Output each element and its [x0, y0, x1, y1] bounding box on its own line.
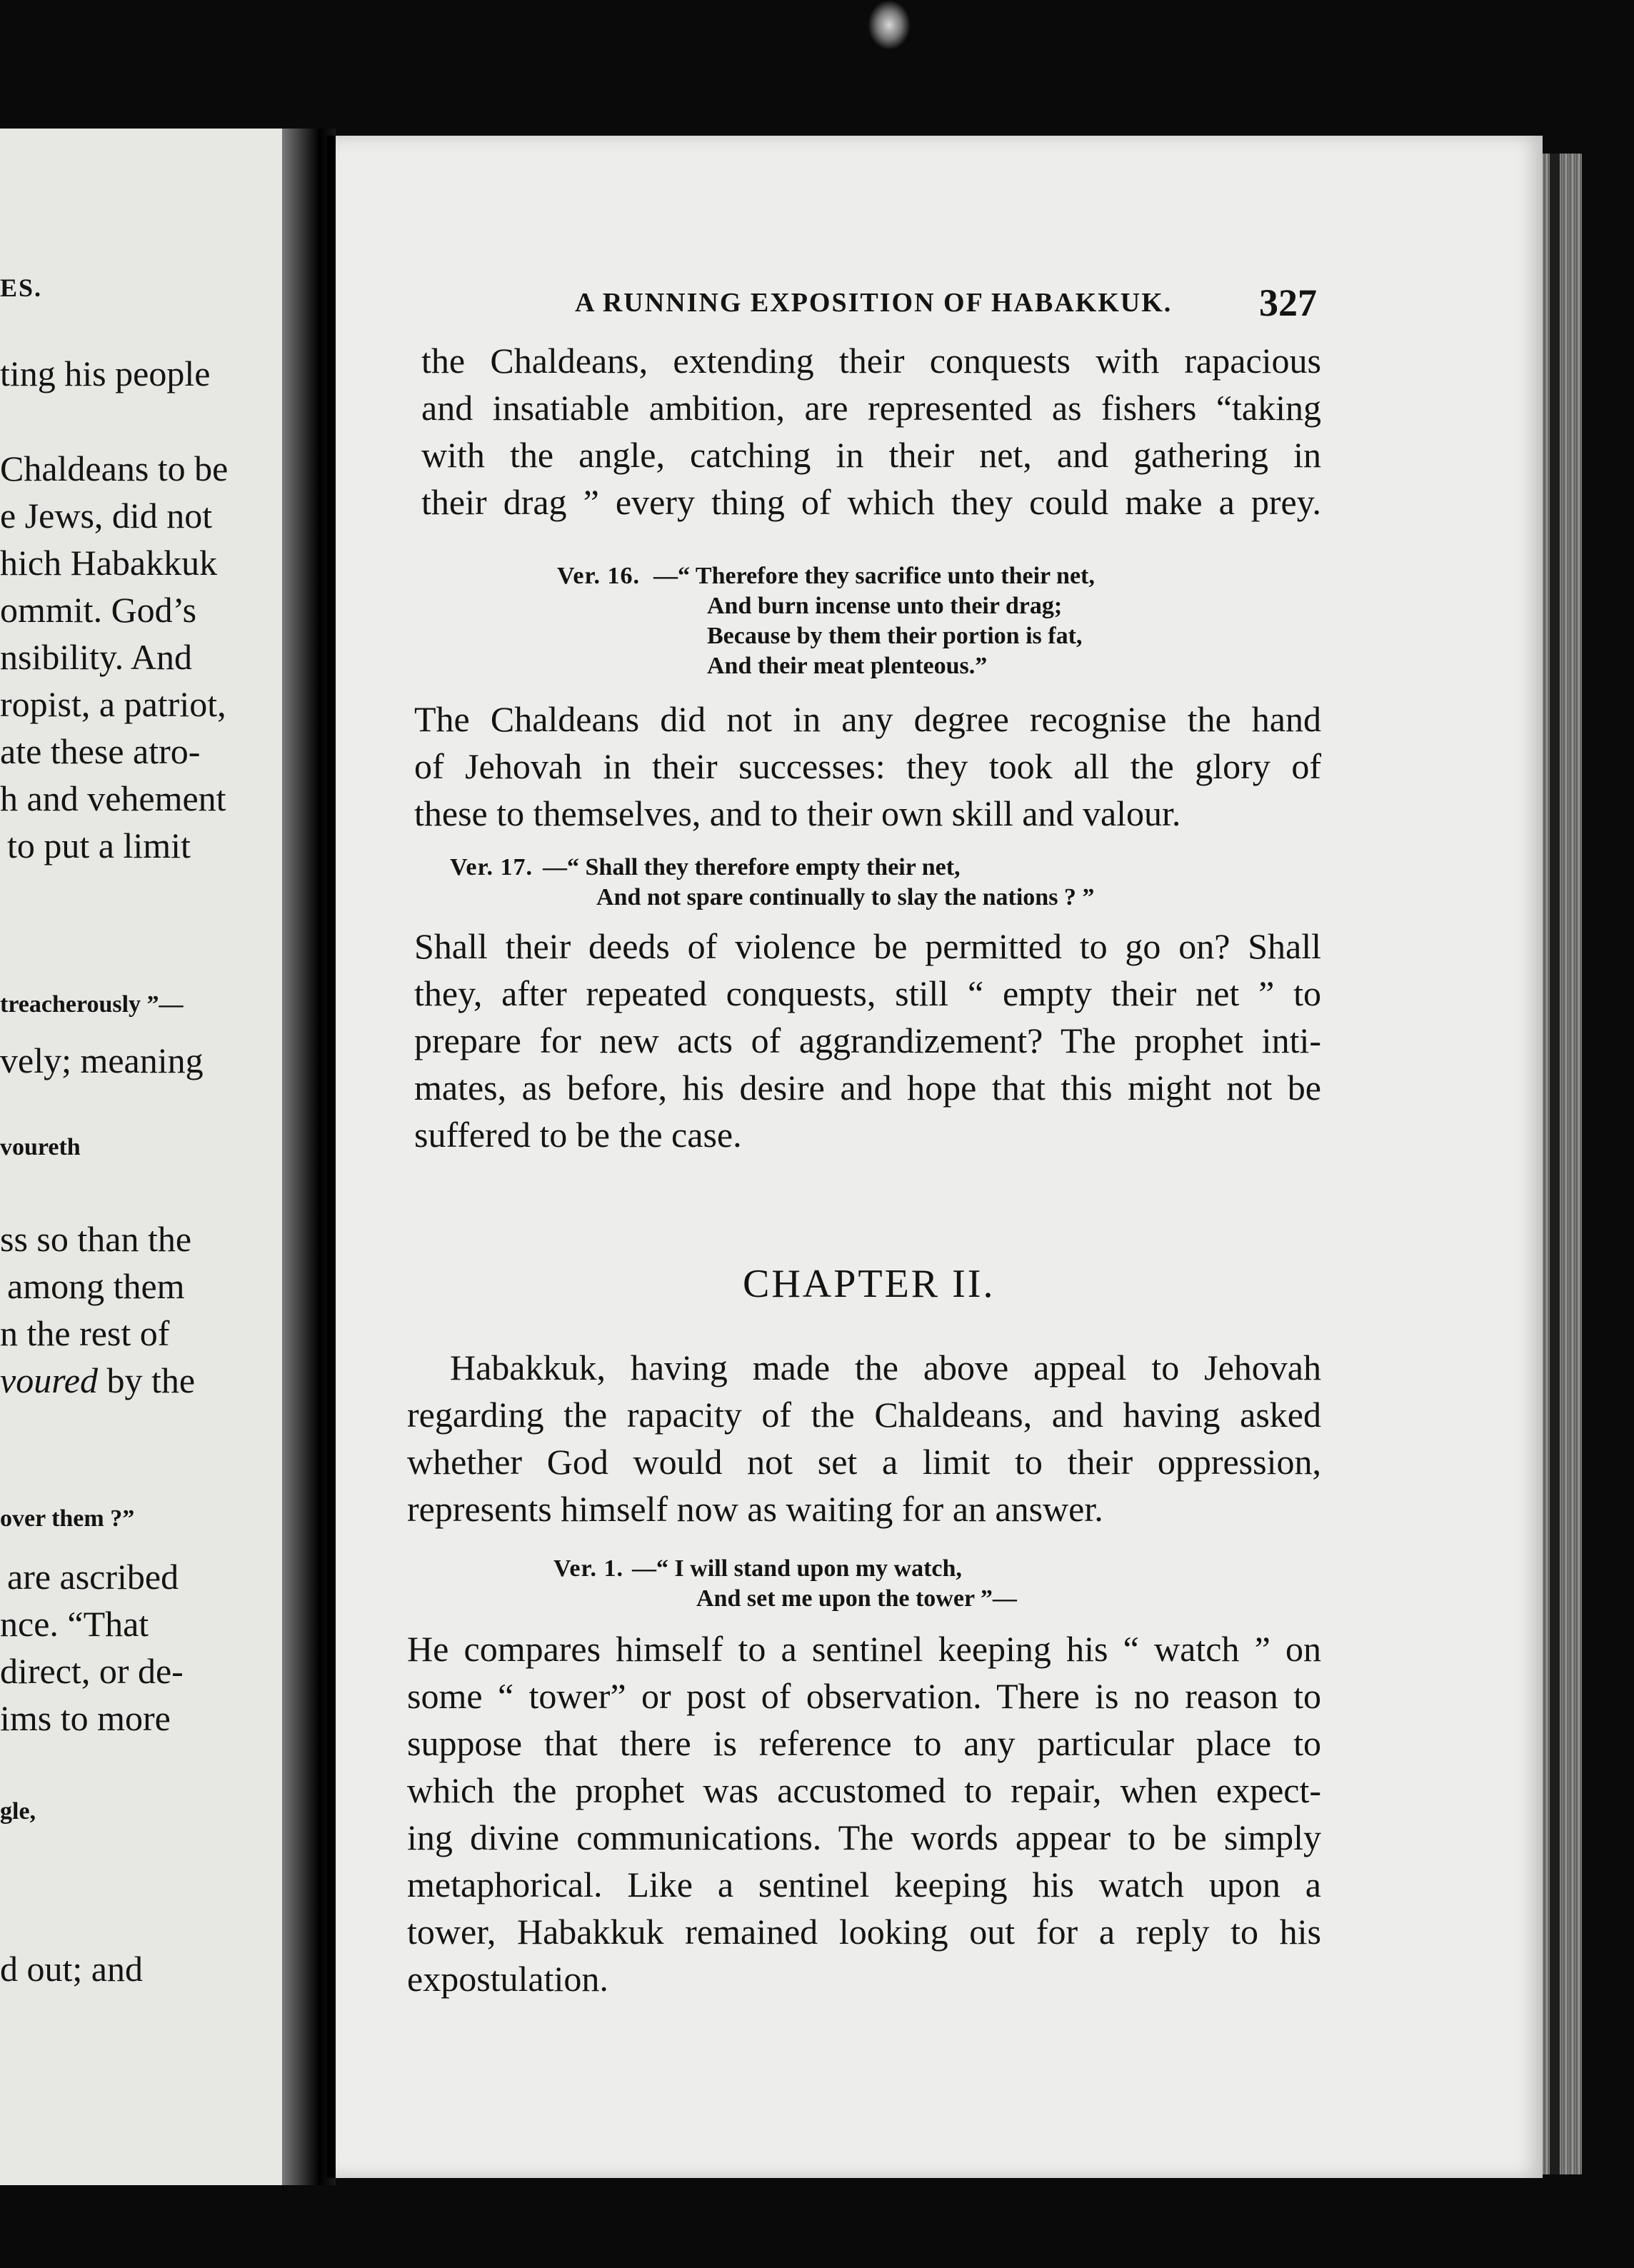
para5-line: suppose that there is reference to any particular place to — [407, 1723, 1321, 1763]
verse-line: —“ Shall they therefore empty their net, — [543, 854, 961, 880]
verse-line: And their meat plenteous.” — [707, 653, 988, 679]
para5-line: metaphorical. Like a sentinel keeping his watch upon a — [407, 1865, 1321, 1905]
left-text-line: nsibility. And — [0, 637, 193, 677]
left-verse-line: treacherously ”— — [0, 991, 184, 1018]
verse-reference: Ver. 1. — [553, 1555, 623, 1582]
para5-line: tower, Habakkuk remained looking out for a reply to his — [407, 1912, 1321, 1952]
left-italic-word: voured — [0, 1360, 98, 1400]
binding-edge — [327, 136, 336, 2178]
para5-line: which the prophet was accustomed to repair, when expect- — [407, 1770, 1321, 1810]
verse-line: And not spare continually to slay the nations ? ” — [596, 884, 1095, 910]
para5-line: some “ tower” or post of observation. There is no reason to — [407, 1676, 1321, 1716]
left-text-line: ting his people — [0, 353, 211, 393]
left-verse-line: voureth — [0, 1134, 81, 1160]
left-text-line: among them — [7, 1266, 185, 1306]
left-verse-line: over them ?” — [0, 1505, 135, 1532]
left-running-head: ES. — [0, 274, 43, 302]
para5-line: expostulation. — [407, 1959, 608, 1999]
left-text-line: n the rest of — [0, 1313, 170, 1353]
left-text-line: are ascribed — [7, 1557, 179, 1597]
para1-line: with the angle, catching in their net, and gathering in — [421, 435, 1321, 475]
chapter-heading: CHAPTER II. — [743, 1262, 996, 1306]
left-text-line: h and vehement — [0, 778, 226, 818]
left-text-line: ims to more — [0, 1698, 171, 1738]
verse-reference: Ver. 17. — [450, 854, 533, 880]
verse-line: —“ I will stand upon my watch, — [632, 1555, 962, 1582]
page-edge-shadow — [1550, 154, 1560, 2174]
para1-line: and insatiable ambition, are represented as fishers “taking — [421, 388, 1321, 428]
left-text-line: direct, or de- — [0, 1651, 184, 1691]
left-text-line: ropist, a patriot, — [0, 684, 226, 724]
page-number: 327 — [1259, 281, 1317, 324]
para4-line: regarding the rapacity of the Chaldeans, and having asked — [407, 1395, 1321, 1435]
page-stack-edge — [1543, 154, 1582, 2174]
verse-reference: Ver. 16. — [557, 563, 640, 589]
para5-line: ing divine communications. The words appear to be simply — [407, 1817, 1321, 1857]
verse-line: Because by them their portion is fat, — [707, 623, 1083, 649]
left-text-line: e Jews, did not — [0, 496, 213, 536]
para1-line: their drag ” every thing of which they could make a prey. — [421, 482, 1321, 522]
left-text-line: d out; and — [0, 1949, 143, 1989]
para3-line: Shall their deeds of violence be permitted to go on? Shall — [414, 926, 1321, 966]
para2-line: of Jehovah in their successes: they took all the glory of — [414, 746, 1321, 786]
para4-line: whether God would not set a limit to their oppression, — [407, 1442, 1321, 1482]
left-text-line — [0, 1360, 196, 1400]
left-verse-line: gle, — [0, 1798, 36, 1825]
para4-line: represents himself now as waiting for an answer. — [407, 1489, 1103, 1529]
left-text-line: ate these atro- — [0, 731, 201, 771]
left-text-line: nce. “That — [0, 1604, 149, 1644]
left-text-line: vely; meaning — [0, 1040, 204, 1080]
left-text-line: to put a limit — [7, 826, 191, 865]
left-text-line: hich Habakkuk — [0, 543, 218, 583]
para2-line: The Chaldeans did not in any degree recognise the hand — [414, 699, 1321, 739]
scan-speck — [868, 0, 911, 50]
left-plain-words: by the — [98, 1360, 196, 1400]
left-text-line: ss so than the — [0, 1219, 192, 1259]
right-page — [336, 136, 1543, 2178]
para5-line: He compares himself to a sentinel keeping his “ watch ” on — [407, 1629, 1321, 1669]
verse-line: And burn incense unto their drag; — [707, 593, 1063, 619]
verse-line: —“ Therefore they sacrifice unto their net, — [653, 563, 1095, 589]
para3-line: mates, as before, his desire and hope that this might not be — [414, 1068, 1321, 1108]
left-page-fragment — [0, 129, 282, 2185]
left-text-line: Chaldeans to be — [0, 448, 229, 488]
para1-line: the Chaldeans, extending their conquests with rapacious — [421, 341, 1321, 381]
para3-line: they, after repeated conquests, still “ empty their net ” to — [414, 973, 1321, 1013]
para2-line: these to themselves, and to their own skill and valour. — [414, 793, 1181, 833]
para3-line: prepare for new acts of aggrandizement? The prophet inti- — [414, 1020, 1321, 1060]
verse-line: And set me upon the tower ”— — [696, 1585, 1017, 1612]
left-text-line: ommit. God’s — [0, 590, 197, 630]
para3-line: suffered to be the case. — [414, 1115, 742, 1155]
para4-line: Habakkuk, having made the above appeal to Jehovah — [450, 1348, 1321, 1388]
running-head: A RUNNING EXPOSITION OF HABAKKUK. — [575, 288, 1173, 318]
